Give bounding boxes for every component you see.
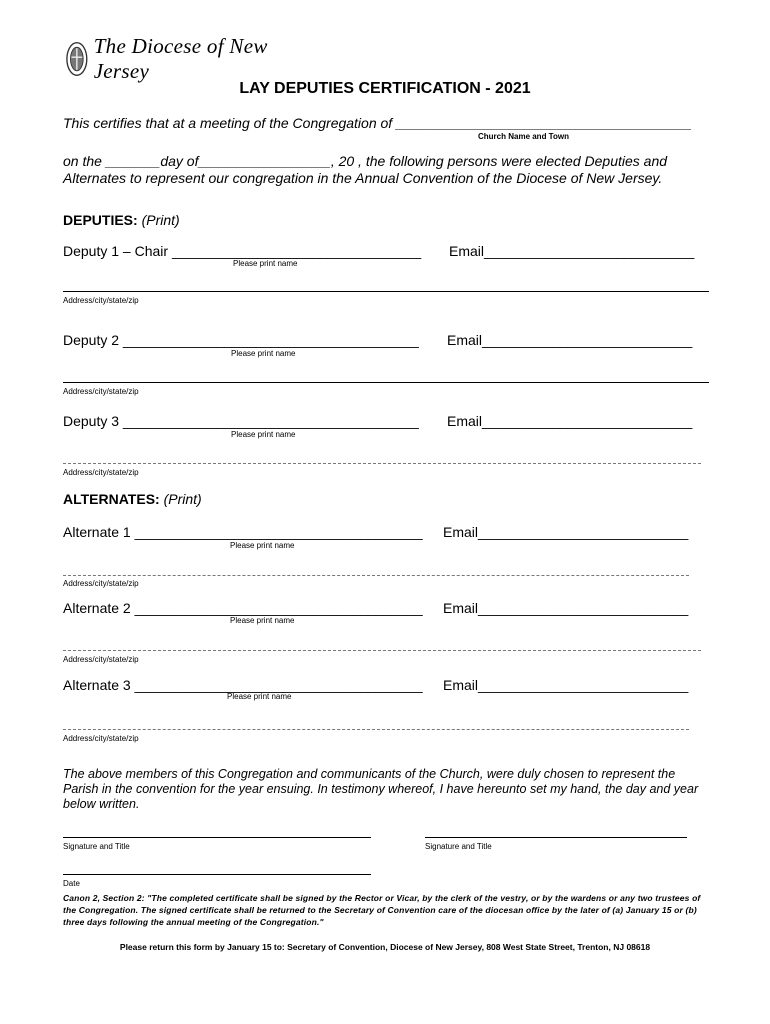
church-name-caption: Church Name and Town	[478, 132, 569, 141]
return-instructions: Please return this form by January 15 to: Secretary of Convention, Diocese of New Jersey, 808 West State Street, Trenton, NJ 08618	[119, 942, 651, 952]
alternate-1-address-field[interactable]	[63, 575, 689, 576]
alternate-3-name-field[interactable]: Alternate 3 _____________________________________	[63, 677, 423, 693]
deputy-2-name-caption: Please print name	[231, 349, 296, 358]
alternate-3-email-field[interactable]: Email___________________________	[443, 677, 689, 693]
testimony-line-1: The above members of this Congregation and communicants of the Church, were duly chosen to represent the	[63, 767, 676, 781]
deputy-2-address-field[interactable]	[63, 382, 709, 383]
deputy-1-name-field[interactable]: Deputy 1 – Chair ________________________________	[63, 243, 422, 259]
deputy-3-name-caption: Please print name	[231, 430, 296, 439]
deputy-1-name-caption: Please print name	[233, 259, 298, 268]
date-line: on the _______day of_________________, 20 , the following persons were elected Deputies and	[63, 153, 668, 169]
alternate-3-address-field[interactable]	[63, 729, 689, 730]
alternate-2-email-field[interactable]: Email___________________________	[443, 600, 689, 616]
signature-field-2[interactable]	[425, 837, 687, 838]
testimony-line-2: Parish in the convention for the year ensuing. In testimony whereof, I have hereunto set my hand, the day and year	[63, 782, 699, 796]
deputy-2-name-field[interactable]: Deputy 2 ______________________________________	[63, 332, 419, 348]
alternate-2-name-field[interactable]: Alternate 2 _____________________________________	[63, 600, 423, 616]
signature-caption-2: Signature and Title	[425, 842, 492, 851]
deputy-1-address-field[interactable]	[63, 291, 709, 292]
alternates-heading: ALTERNATES: (Print)	[63, 491, 202, 507]
deputy-3-address-caption: Address/city/state/zip	[63, 468, 139, 477]
signature-caption-1: Signature and Title	[63, 842, 130, 851]
alternate-1-email-field[interactable]: Email___________________________	[443, 524, 689, 540]
page-title: LAY DEPUTIES CERTIFICATION - 2021	[239, 80, 531, 97]
alternate-3-name-caption: Please print name	[227, 692, 292, 701]
certify-line: This certifies that at a meeting of the Congregation of ______________________________________	[63, 115, 692, 131]
diocese-seal-icon	[66, 39, 88, 79]
date-caption: Date	[63, 879, 80, 888]
alternate-2-name-caption: Please print name	[230, 616, 295, 625]
org-name: The Diocese of New Jersey	[93, 34, 268, 83]
deputy-3-email-field[interactable]: Email___________________________	[447, 413, 693, 429]
alternate-3-address-caption: Address/city/state/zip	[63, 734, 139, 743]
alternate-1-name-field[interactable]: Alternate 1 _____________________________________	[63, 524, 423, 540]
deputy-3-address-field[interactable]	[63, 463, 701, 464]
diocese-logo	[66, 36, 306, 82]
testimony-line-3: below written.	[63, 797, 140, 811]
deputy-3-name-field[interactable]: Deputy 3 ______________________________________	[63, 413, 419, 429]
date-field[interactable]	[63, 874, 371, 875]
deputy-1-address-caption: Address/city/state/zip	[63, 296, 139, 305]
deputy-2-address-caption: Address/city/state/zip	[63, 387, 139, 396]
deputy-1-email-field[interactable]: Email___________________________	[449, 243, 695, 259]
alternate-2-address-caption: Address/city/state/zip	[63, 655, 139, 664]
alternate-2-address-field[interactable]	[63, 650, 701, 651]
signature-field-1[interactable]	[63, 837, 371, 838]
deputy-2-email-field[interactable]: Email___________________________	[447, 332, 693, 348]
alternate-1-name-caption: Please print name	[230, 541, 295, 550]
deputies-heading: DEPUTIES: (Print)	[63, 212, 180, 228]
canon-note: Canon 2, Section 2: "The completed certificate shall be signed by the Rector or Vicar, by the clerk of the vestry, or by the wardens or any two trustees of the Congregation. The signed certificate shall be returned to the Secretary of Convention care of the diocesan office by the later of (a) January 15 or (b) three days following the annual meeting of the Congregation."	[63, 893, 701, 927]
alternate-1-address-caption: Address/city/state/zip	[63, 579, 139, 588]
date-line-2: Alternates to represent our congregation in the Annual Convention of the Diocese of New Jersey.	[63, 170, 663, 186]
